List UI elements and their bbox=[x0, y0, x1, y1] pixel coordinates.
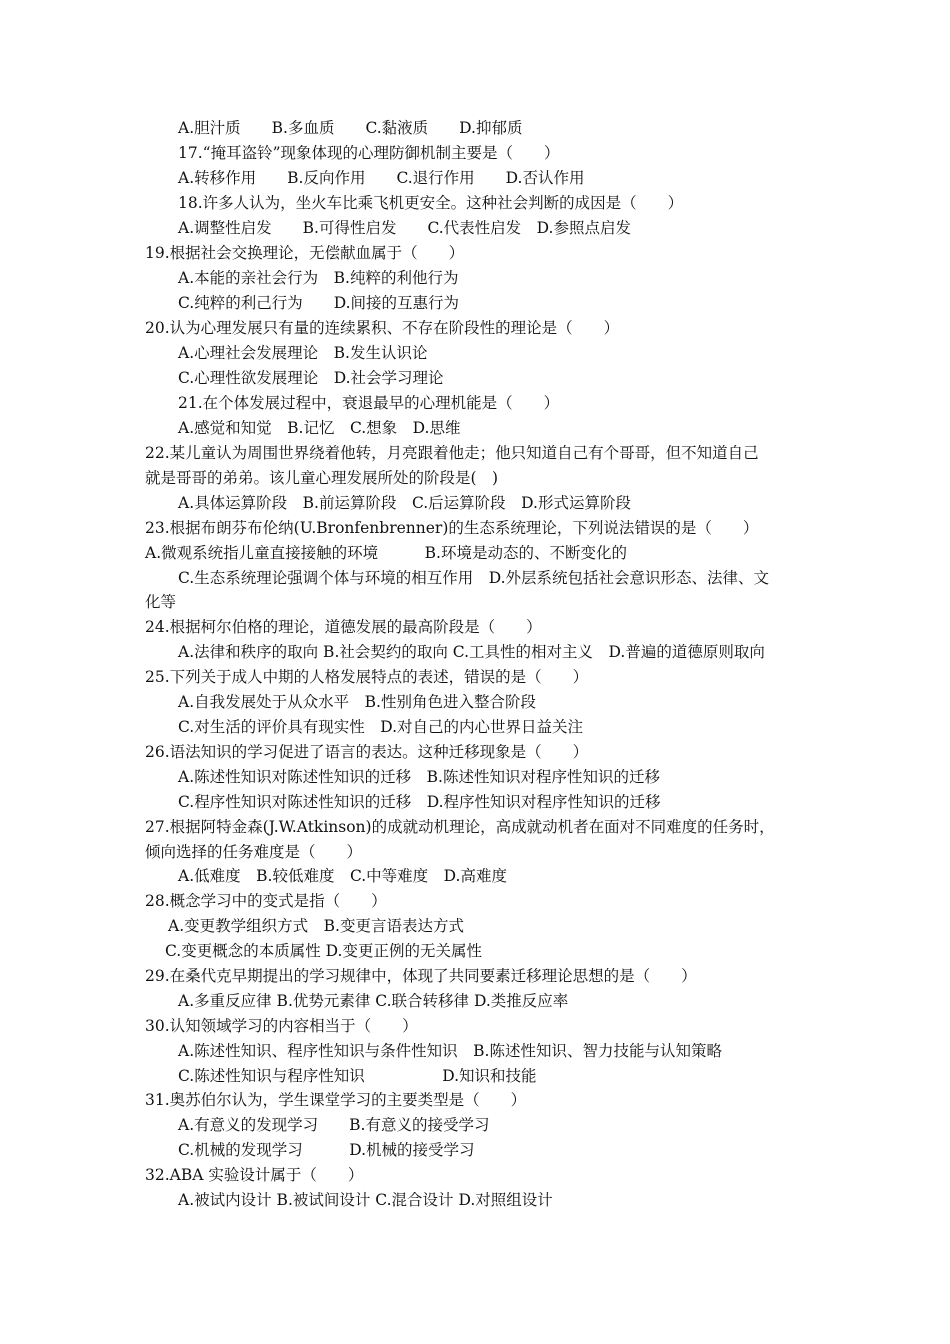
q18-stem: 18.许多人认为，坐火车比乘飞机更安全。这种社会判断的成因是（ ） bbox=[178, 194, 684, 212]
q19-options-cd: C.纯粹的利己行为 D.间接的互惠行为 bbox=[178, 294, 460, 312]
q28-stem: 28.概念学习中的变式是指（ ） bbox=[145, 892, 387, 910]
q22-stem-line2: 就是哥哥的弟弟。该儿童心理发展所处的阶段是( ) bbox=[145, 469, 499, 487]
q20-options-cd: C.心理性欲发展理论 D.社会学习理论 bbox=[178, 369, 444, 387]
q27-stem-line2: 倾向选择的任务难度是（ ） bbox=[145, 843, 363, 861]
q23-options-cd: C.生态系统理论强调个体与环境的相互作用 D.外层系统包括社会意识形态、法律、文 bbox=[178, 569, 770, 587]
q30-options-cd: C.陈述性知识与程序性知识 D.知识和技能 bbox=[178, 1067, 537, 1085]
q26-options-ab: A.陈述性知识对陈述性知识的迁移 B.陈述性知识对程序性知识的迁移 bbox=[178, 768, 660, 786]
q26-stem: 26.语法知识的学习促进了语言的表达。这种迁移现象是（ ） bbox=[145, 743, 589, 761]
q23-stem: 23.根据布朗芬布伦纳(U.Bronfenbrenner)的生态系统理论，下列说法错误的是（ ） bbox=[145, 519, 759, 537]
q22-options: A.具体运算阶段 B.前运算阶段 C.后运算阶段 D.形式运算阶段 bbox=[178, 494, 631, 512]
q16-options: A.胆汁质 B.多血质 C.黏液质 D.抑郁质 bbox=[178, 119, 523, 137]
q22-stem-line1: 22.某儿童认为周围世界绕着他转，月亮跟着他走；他只知道自己有个哥哥，但不知道自己 bbox=[145, 444, 759, 462]
q25-options-ab: A.自我发展处于从众水平 B.性别角色进入整合阶段 bbox=[178, 693, 536, 711]
q21-stem: 21.在个体发展过程中，衰退最早的心理机能是（ ） bbox=[178, 394, 560, 412]
q20-options-ab: A.心理社会发展理论 B.发生认识论 bbox=[178, 344, 428, 362]
q31-options-cd: C.机械的发现学习 D.机械的接受学习 bbox=[178, 1141, 475, 1159]
q25-stem: 25.下列关于成人中期的人格发展特点的表述，错误的是（ ） bbox=[145, 668, 589, 686]
q23-options-cd-cont: 化等 bbox=[145, 593, 177, 611]
q25-options-cd: C.对生活的评价具有现实性 D.对自己的内心世界日益关注 bbox=[178, 718, 584, 736]
q32-stem: 32.ABA 实验设计属于（ ） bbox=[145, 1166, 364, 1184]
q17-options: A.转移作用 B.反向作用 C.退行作用 D.否认作用 bbox=[178, 169, 585, 187]
q19-options-ab: A.本能的亲社会行为 B.纯粹的利他行为 bbox=[178, 269, 459, 287]
q19-stem: 19.根据社会交换理论，无偿献血属于（ ） bbox=[145, 244, 465, 262]
q28-options-ab: A.变更教学组织方式 B.变更言语表达方式 bbox=[168, 917, 464, 935]
q24-stem: 24.根据柯尔伯格的理论，道德发展的最高阶段是（ ） bbox=[145, 618, 542, 636]
q23-options-ab: A.微观系统指儿童直接接触的环境 B.环境是动态的、不断变化的 bbox=[145, 544, 627, 562]
q21-options: A.感觉和知觉 B.记忆 C.想象 D.思维 bbox=[178, 419, 461, 437]
q31-stem: 31.奥苏伯尔认为，学生课堂学习的主要类型是（ ） bbox=[145, 1091, 527, 1109]
q20-stem: 20.认为心理发展只有量的连续累积、不存在阶段性的理论是（ ） bbox=[145, 319, 620, 337]
q30-stem: 30.认知领域学习的内容相当于（ ） bbox=[145, 1017, 418, 1035]
q24-options: A.法律和秩序的取向 B.社会契约的取向 C.工具性的相对主义 D.普遍的道德原则取向 bbox=[178, 643, 765, 661]
q18-options: A.调整性启发 B.可得性启发 C.代表性启发 D.参照点启发 bbox=[178, 219, 631, 237]
q17-stem: 17.“掩耳盗铃”现象体现的心理防御机制主要是（ ） bbox=[178, 144, 560, 162]
q27-stem-line1: 27.根据阿特金森(J.W.Atkinson)的成就动机理论，高成就动机者在面对不同难度的任务时， bbox=[145, 818, 775, 836]
q31-options-ab: A.有意义的发现学习 B.有意义的接受学习 bbox=[178, 1116, 490, 1134]
q28-options-cd: C.变更概念的本质属性 D.变更正例的无关属性 bbox=[165, 942, 482, 960]
q30-options-ab: A.陈述性知识、程序性知识与条件性知识 B.陈述性知识、智力技能与认知策略 bbox=[178, 1042, 722, 1060]
q29-stem: 29.在桑代克早期提出的学习规律中，体现了共同要素迁移理论思想的是（ ） bbox=[145, 967, 697, 985]
q26-options-cd: C.程序性知识对陈述性知识的迁移 D.程序性知识对程序性知识的迁移 bbox=[178, 793, 661, 811]
q32-options: A.被试内设计 B.被试间设计 C.混合设计 D.对照组设计 bbox=[178, 1191, 553, 1209]
q27-options: A.低难度 B.较低难度 C.中等难度 D.高难度 bbox=[178, 867, 507, 885]
q29-options: A.多重反应律 B.优势元素律 C.联合转移律 D.类推反应率 bbox=[178, 992, 569, 1010]
